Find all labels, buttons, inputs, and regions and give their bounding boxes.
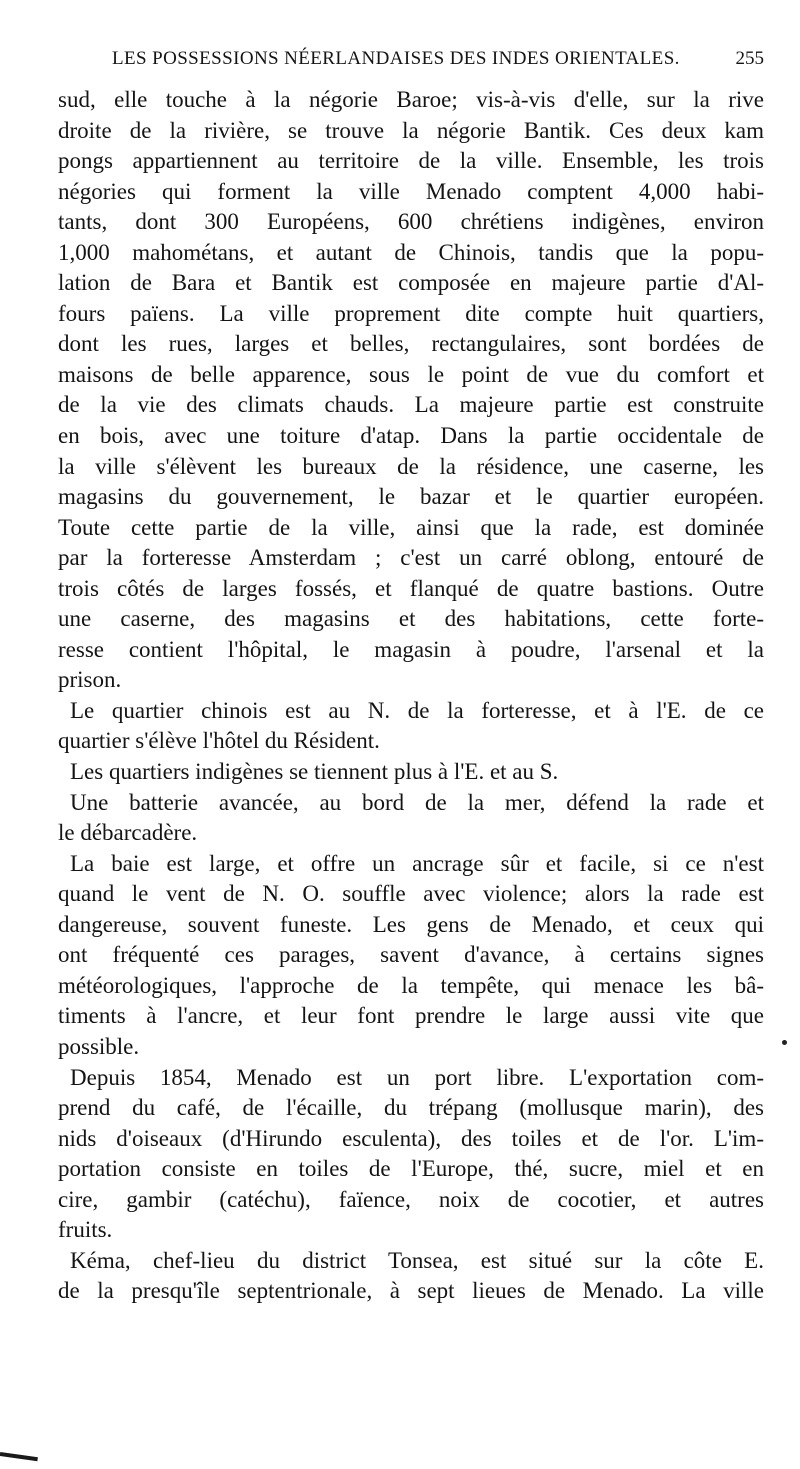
text-line: nids d'oiseaux (d'Hirundo esculenta), des toiles et de l'or. L'im-: [58, 1125, 764, 1151]
text-line: négories qui forment la ville Menado comptent 4,000 habi-: [58, 178, 764, 204]
text-line: la ville s'élèvent les bureaux de la résidence, une caserne, les: [58, 453, 764, 479]
text-line: Depuis 1854, Menado est un port libre. L'exportation com-: [70, 1064, 764, 1090]
text-line: Les quartiers indigènes se tiennent plus à l'E. et au S.: [70, 759, 559, 785]
text-line: possible.: [58, 1033, 140, 1059]
body-text: [58, 85, 764, 1307]
text-line: de la presqu'île septentrionale, à sept lieues de Menado. La ville: [58, 1278, 764, 1304]
text-line: droite de la rivière, se trouve la négorie Bantik. Ces deux kam: [58, 117, 764, 143]
text-line: fruits.: [58, 1217, 113, 1243]
text-line: portation consiste en toiles de l'Europe, thé, sucre, miel et en: [58, 1156, 764, 1182]
text-line: La baie est large, et offre un ancrage sûr et facile, si ce n'est: [70, 850, 764, 876]
text-line: pongs appartiennent au territoire de la ville. Ensemble, les trois: [58, 148, 764, 174]
text-line: trois côtés de larges fossés, et flanqué de quatre bastions. Outre: [58, 575, 764, 601]
text-line: prison.: [58, 667, 122, 693]
text-line: météorologiques, l'approche de la tempête, qui menace les bâ-: [58, 972, 764, 998]
scan-corner-mark: [0, 1452, 38, 1461]
text-line: magasins du gouvernement, le bazar et le quartier européen.: [58, 484, 764, 510]
page-number: 255: [735, 48, 764, 69]
running-title: LES POSSESSIONS NÉERLANDAISES DES INDES ORIENTALES.: [112, 48, 680, 69]
text-line: quand le vent de N. O. souffle avec violence; alors la rade est: [58, 881, 764, 907]
text-line: le débarcadère.: [58, 820, 198, 846]
text-line: 1,000 mahométans, et autant de Chinois, tandis que la popu-: [58, 239, 764, 265]
text-line: dangereuse, souvent funeste. Les gens de Menado, et ceux qui: [58, 911, 764, 937]
text-line: prend du café, de l'écaille, du trépang (mollusque marin), des: [58, 1095, 764, 1121]
text-line: lation de Bara et Bantik est composée en majeure partie d'Al-: [58, 270, 764, 296]
text-line: une caserne, des magasins et des habitations, cette forte-: [58, 606, 764, 632]
text-line: timents à l'ancre, et leur font prendre le large aussi vite que: [58, 1003, 764, 1029]
text-line: resse contient l'hôpital, le magasin à poudre, l'arsenal et la: [58, 636, 764, 662]
text-line: Une batterie avancée, au bord de la mer, défend la rade et: [70, 789, 764, 815]
margin-dot: [782, 1040, 787, 1045]
text-line: Kéma, chef-lieu du district Tonsea, est situé sur la côte E.: [70, 1247, 764, 1273]
text-line: fours païens. La ville proprement dite compte huit quartiers,: [58, 300, 764, 326]
page-header: [112, 48, 764, 78]
text-line: quartier s'élève l'hôtel du Résident.: [58, 728, 380, 754]
text-line: Le quartier chinois est au N. de la forteresse, et à l'E. de ce: [70, 697, 764, 723]
text-line: en bois, avec une toiture d'atap. Dans la partie occidentale de: [58, 423, 764, 449]
text-line: de la vie des climats chauds. La majeure partie est construite: [58, 392, 764, 418]
text-line: ont fréquenté ces parages, savent d'avance, à certains signes: [58, 942, 764, 968]
text-line: par la forteresse Amsterdam ; c'est un carré oblong, entouré de: [58, 545, 764, 571]
text-line: tants, dont 300 Européens, 600 chrétiens indigènes, environ: [58, 209, 764, 235]
text-line: dont les rues, larges et belles, rectangulaires, sont bordées de: [58, 331, 764, 357]
text-line: maisons de belle apparence, sous le point de vue du comfort et: [58, 361, 764, 387]
text-line: Toute cette partie de la ville, ainsi que la rade, est dominée: [58, 514, 764, 540]
text-line: sud, elle touche à la négorie Baroe; vis-à-vis d'elle, sur la rive: [58, 87, 764, 112]
text-line: cire, gambir (catéchu), faïence, noix de cocotier, et autres: [58, 1186, 764, 1212]
